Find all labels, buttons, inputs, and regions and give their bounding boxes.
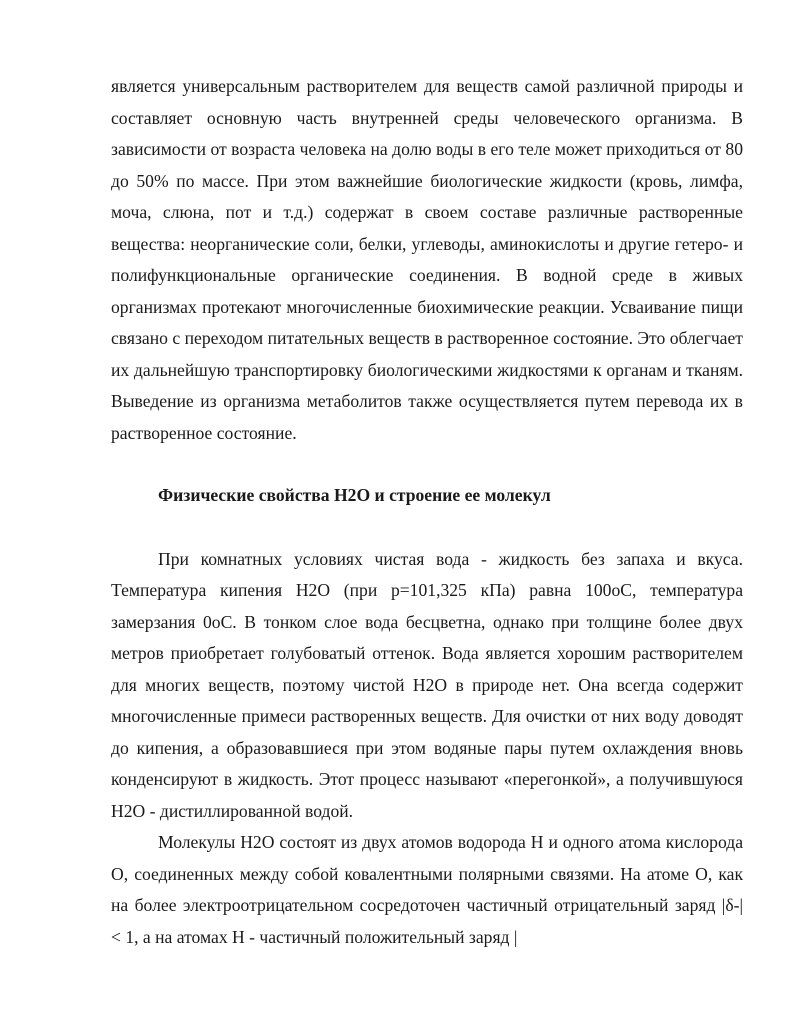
body-paragraph-water-solvent: является универсальным растворителем для веществ самой различной природы и составляет основную часть внутренней среды человеческого организма. В зависимости от возраста человека на долю воды в его теле может приходиться от 80 до 50% по массе. При этом важнейшие биологические жидкости (кровь, лимфа, моча, слюна, пот и т.д.) содержат в своем составе различные растворенные вещества: неорганические соли, белки, углеводы, аминокислоты и другие гетеро- и полифункциональные органические соединения. В водной среде в живых организмах протекают многочисленные биохимические реакции. Усваивание пищи связано с переходом питательных веществ в растворенное состояние. Это облегчает их дальнейшую транспортировку биологическими жидкостями к органам и тканям. Выведение из организма метаболитов также осуществляется путем перевода их в растворенное состояние.	[111, 76, 743, 443]
section-heading: Физические свойства H2O и строение ее молекул	[158, 485, 551, 505]
body-paragraph-molecule-structure: Молекулы H2O состоят из двух атомов водорода H и одного атома кислорода O, соединенных между собой ковалентными полярными связями. На атоме O, как на более электроотрицательном сосредоточен частичный отрицательный заряд |δ-| < 1, а на атомах H - частичный положительный заряд |	[111, 832, 743, 947]
body-paragraph-physical-properties: При комнатных условиях чистая вода - жидкость без запаха и вкуса. Температура кипения H2O (при p=101,325 кПа) равна 100oC, температура замерзания 0oC. В тонком слое вода бесцветна, однако при толщине более двух метров приобретает голубоватый оттенок. Вода является хорошим растворителем для многих веществ, поэтому чистой H2O в природе нет. Она всегда содержит многочисленные примеси растворенных веществ. Для очистки от них воду доводят до кипения, а образовавшиеся при этом водяные пары путем охлаждения вновь конденсируют в жидкость. Этот процесс называют «перегонкой», а получившуюся H2O - дистиллированной водой.	[111, 548, 743, 821]
